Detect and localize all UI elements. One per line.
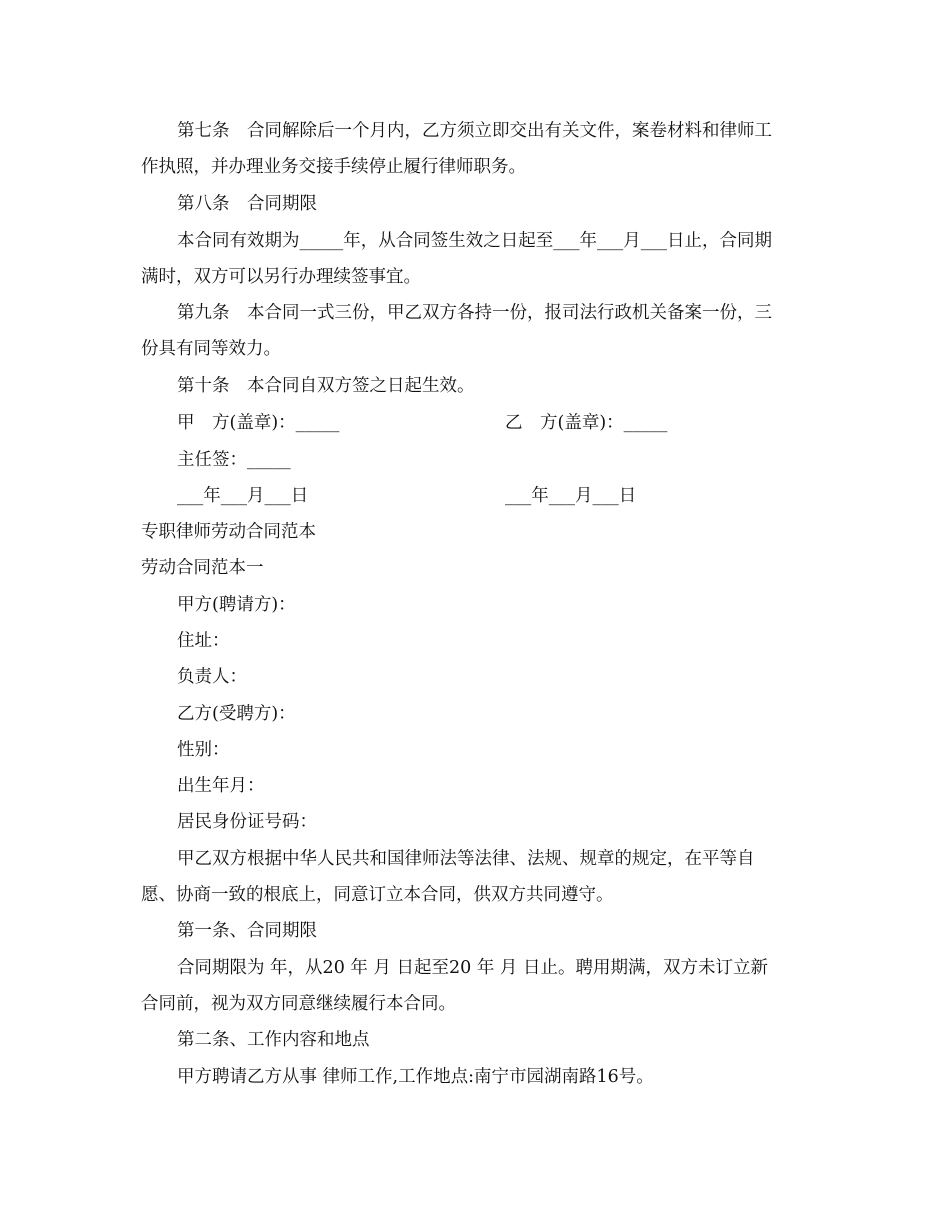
field-id-number: 居民身份证号码： bbox=[177, 812, 317, 832]
document-subtitle: 劳动合同范本一 bbox=[141, 558, 264, 578]
party-b-seal: 乙 方(盖章)：_____ bbox=[505, 413, 668, 433]
article-8-heading: 第八条 合同期限 bbox=[177, 194, 317, 214]
article-2-line-1: 甲方聘请乙方从事 律师工作,工作地点:南宁市园湖南路16号。 bbox=[177, 1067, 654, 1087]
article-10: 第十条 本合同自双方签之日起生效。 bbox=[177, 376, 475, 396]
field-birth-date: 出生年月： bbox=[177, 776, 265, 796]
term-line-1: 本合同有效期为_____年，从合同签生效之日起至___年___月___日止，合同期 bbox=[177, 231, 772, 251]
party-a-seal: 甲 方(盖章)：_____ bbox=[177, 413, 340, 433]
field-gender: 性别： bbox=[177, 740, 230, 760]
article-1-line-1: 合同期限为 年，从20 年 月 日起至20 年 月 日止。聘用期满，双方未订立新 bbox=[177, 958, 768, 978]
preamble-line-2: 愿、协商一致的根底上，同意订立本合同，供双方共同遵守。 bbox=[141, 885, 614, 905]
director-signature: 主任签：_____ bbox=[177, 450, 291, 470]
article-2-heading: 第二条、工作内容和地点 bbox=[177, 1030, 370, 1050]
field-address: 住址： bbox=[177, 631, 230, 651]
article-9-line-1: 第九条 本合同一式三份，甲乙双方各持一份，报司法行政机关备案一份，三 bbox=[177, 303, 772, 323]
article-1-line-2: 合同前，视为双方同意继续履行本合同。 bbox=[141, 994, 456, 1014]
article-7-line-2: 作执照，并办理业务交接手续停止履行律师职务。 bbox=[141, 157, 526, 177]
date-party-a: ___年___月___日 bbox=[177, 486, 309, 506]
date-party-b: ___年___月___日 bbox=[505, 486, 637, 506]
term-line-2: 满时，双方可以另行办理续签事宜。 bbox=[141, 267, 421, 287]
document-title: 专职律师劳动合同范本 bbox=[141, 522, 316, 542]
article-7-line-1: 第七条 合同解除后一个月内，乙方须立即交出有关文件，案卷材料和律师工 bbox=[177, 121, 772, 141]
field-employer: 甲方(聘请方)： bbox=[177, 595, 296, 615]
preamble-line-1: 甲乙双方根据中华人民共和国律师法等法律、法规、规章的规定，在平等自 bbox=[177, 849, 755, 869]
field-responsible-person: 负责人： bbox=[177, 667, 247, 687]
field-employee: 乙方(受聘方)： bbox=[177, 704, 296, 724]
article-9-line-2: 份具有同等效力。 bbox=[141, 339, 281, 359]
article-1-heading: 第一条、合同期限 bbox=[177, 921, 317, 941]
